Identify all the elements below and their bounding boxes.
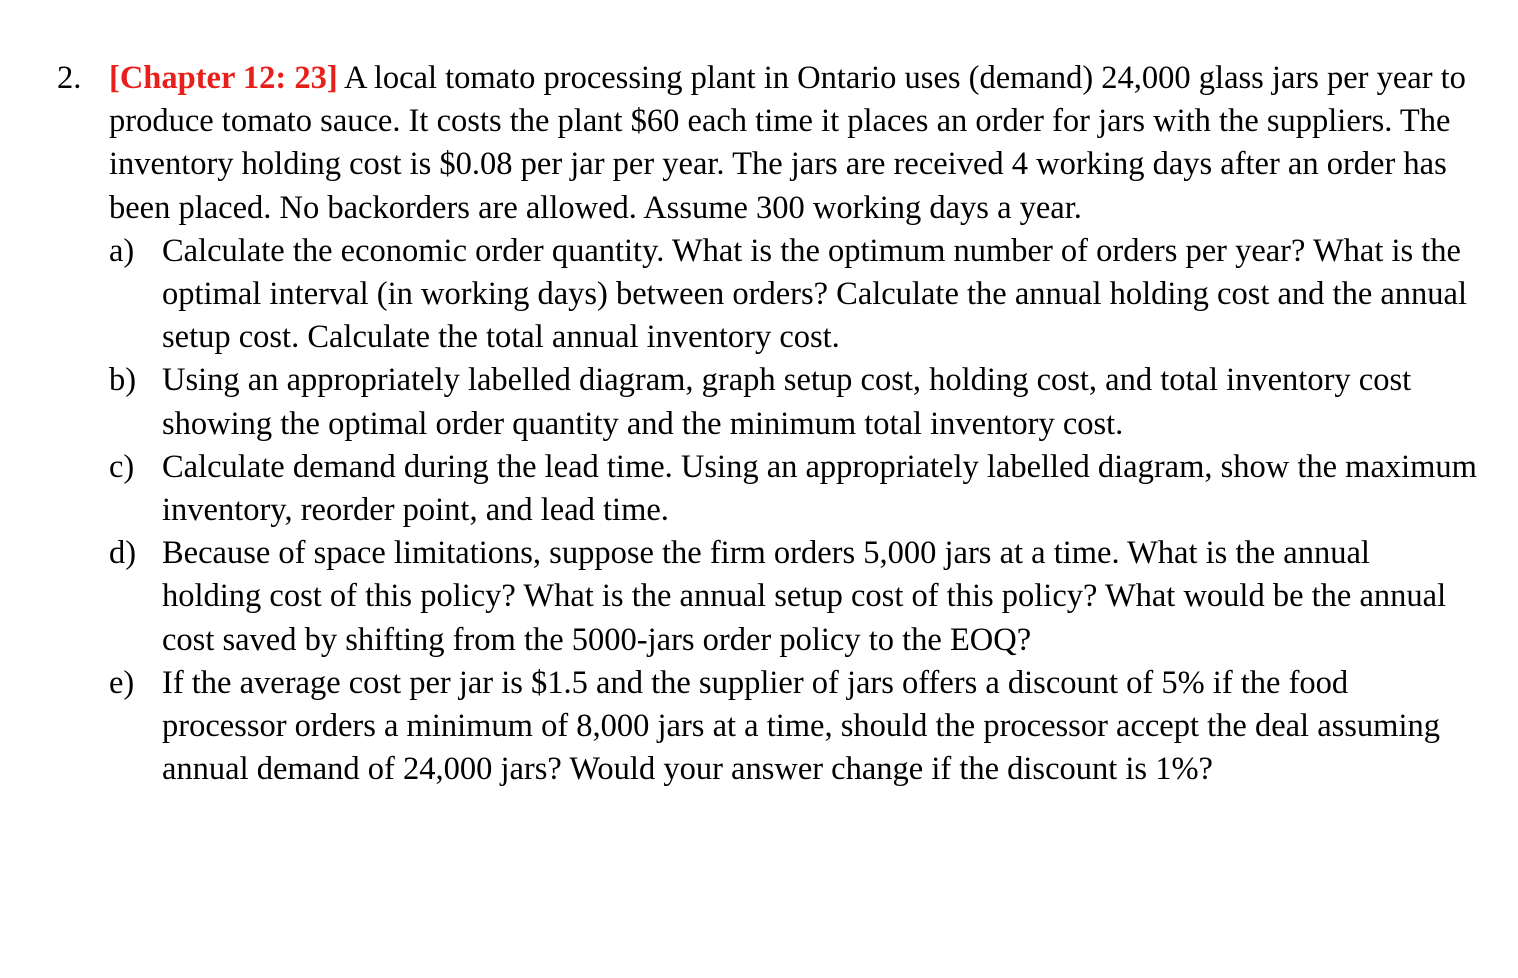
sub-question-e bbox=[57, 662, 1477, 792]
sub-question-letter: d) bbox=[109, 535, 137, 572]
sub-question-text: Calculate demand during the lead time. Using an appropriately labelled diagram, show the maximum inventory, reorder point, and lead time. bbox=[162, 448, 1477, 529]
question-stem-text: A local tomato processing plant in Ontario uses (demand) 24,000 glass jars per year to produce tomato sauce. It costs the plant $60 each time it places an order for jars with the suppliers. The inventory holding cost is $0.08 per jar per year. The jars are received 4 working days after an order has been placed. No backorders are allowed. Assume 300 working days a year. bbox=[109, 60, 1466, 226]
sub-question-text: If the average cost per jar is $1.5 and the supplier of jars offers a discount of 5% if the food processor orders a minimum of 8,000 jars at a time, should the processor accept the deal assuming annual demand of 24,000 jars? Would your answer change if the discount is 1%? bbox=[162, 664, 1440, 788]
sub-question-c bbox=[57, 446, 1477, 532]
sub-question-letter: e) bbox=[109, 664, 135, 701]
problem-block bbox=[57, 57, 1477, 791]
sub-question-d bbox=[57, 532, 1477, 662]
question-number: 2. bbox=[57, 60, 82, 96]
sub-question-letter: a) bbox=[109, 232, 135, 269]
sub-question-a bbox=[57, 230, 1477, 360]
question-stem bbox=[57, 57, 1477, 230]
sub-question-b bbox=[57, 359, 1477, 445]
sub-question-text: Using an appropriately labelled diagram, graph setup cost, holding cost, and total inventory cost showing the optimal order quantity and the minimum total inventory cost. bbox=[162, 362, 1412, 442]
chapter-reference: [Chapter 12: 23] bbox=[109, 60, 338, 96]
sub-question-letter: c) bbox=[109, 448, 135, 485]
sub-question-list bbox=[57, 230, 1477, 792]
sub-question-text: Calculate the economic order quantity. What is the optimum number of orders per year? What is the optimal interval (in working days) between orders? Calculate the annual holding cost and the annual setup cost. Calculate the total annual inventory cost. bbox=[162, 232, 1468, 356]
sub-question-letter: b) bbox=[109, 362, 137, 399]
sub-question-text: Because of space limitations, suppose the firm orders 5,000 jars at a time. What is the annual holding cost of this policy? What is the annual setup cost of this policy? What would be the annual cost saved by shifting from the 5000-jars order policy to the EOQ? bbox=[162, 535, 1447, 658]
